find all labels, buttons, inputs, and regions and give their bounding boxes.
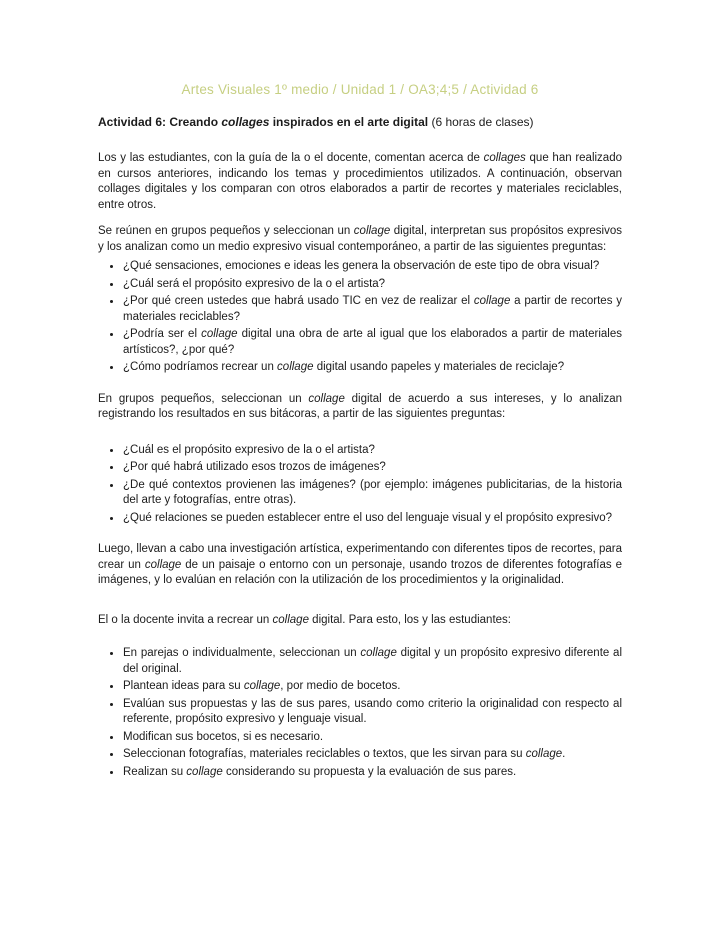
- list-item: • ¿Cuál es el propósito expresivo de la o el artista?: [122, 443, 622, 459]
- list-item: • En parejas o individualmente, seleccionan un collage digital y un propósito expresivo diferente al del original.: [122, 646, 622, 677]
- list-item: • Realizan su collage considerando su propuesta y la evaluación de sus pares.: [122, 765, 622, 781]
- activity-title: [98, 115, 622, 130]
- paragraph-investigacion: Luego, llevan a cabo una investigación artística, experimentando con diferentes tipos de recortes, para crear un collage de un paisaje o entorno con un personaje, usando trozos de diferentes fotografías e imágenes, y lo evalúan en relación con la utilización de los procedimientos y la originalidad.: [98, 543, 622, 586]
- breadcrumb: Artes Visuales 1º medio / Unidad 1 / OA3;4;5 / Actividad 6: [181, 82, 539, 97]
- question-list-2: [98, 443, 622, 527]
- list-item: • ¿Cómo podríamos recrear un collage digital usando papeles y materiales de reciclaje?: [122, 360, 622, 376]
- question-list-1: [98, 259, 622, 376]
- list-item: • ¿Por qué creen ustedes que habrá usado TIC en vez de realizar el collage a partir de recortes y materiales reciclables?: [122, 294, 622, 325]
- list-item: • Evalúan sus propuestas y las de sus pares, usando como criterio la originalidad con respecto al referente, propósito expresivo y lenguaje visual.: [122, 697, 622, 728]
- list-item: • Seleccionan fotografías, materiales reciclables o textos, que les sirvan para su collage.: [122, 747, 622, 763]
- list-item: • ¿Qué relaciones se pueden establecer entre el uso del lenguaje visual y el propósito expresivo?: [122, 511, 622, 527]
- list-item: • Plantean ideas para su collage, por medio de bocetos.: [122, 679, 622, 695]
- activity-title-main: Actividad 6: Creando collages inspirados en el arte digital: [98, 115, 429, 129]
- list-item: • ¿Qué sensaciones, emociones e ideas les genera la observación de este tipo de obra visual?: [122, 259, 622, 275]
- list-item: • ¿Cuál será el propósito expresivo de la o el artista?: [122, 277, 622, 293]
- list-item: • ¿De qué contextos provienen las imágenes? (por ejemplo: imágenes publicitarias, de la historia del arte y fotografías, entre otras).: [122, 478, 622, 509]
- steps-list: [98, 646, 622, 780]
- paragraph-docente-invita: El o la docente invita a recrear un collage digital. Para esto, los y las estudiantes:: [98, 613, 511, 626]
- paragraph-intro: Los y las estudiantes, con la guía de la o el docente, comentan acerca de collages que han realizado en cursos anteriores, indicando los temas y procedimientos utilizados. A continuación, observan collages digitales y los comparan con otros elaborados a partir de recortes y materiales reciclables, entre otros.: [98, 152, 622, 211]
- activity-title-duration: (6 horas de clases): [428, 115, 534, 129]
- list-item: • ¿Por qué habrá utilizado esos trozos de imágenes?: [122, 460, 622, 476]
- list-item: • Modifican sus bocetos, si es necesario.: [122, 730, 622, 746]
- paragraph-bitacoras: En grupos pequeños, seleccionan un collage digital de acuerdo a sus intereses, y lo analizan registrando los resultados en sus bitácoras, a partir de las siguientes preguntas:: [98, 392, 623, 420]
- list-item: • ¿Podría ser el collage digital una obra de arte al igual que los elaborados a partir de materiales artísticos?, ¿por qué?: [122, 327, 622, 358]
- paragraph-group-analysis: Se reúnen en grupos pequeños y seleccionan un collage digital, interpretan sus propósitos expresivos y los analizan como un medio expresivo visual contemporáneo, a partir de las siguientes preguntas:: [98, 225, 622, 253]
